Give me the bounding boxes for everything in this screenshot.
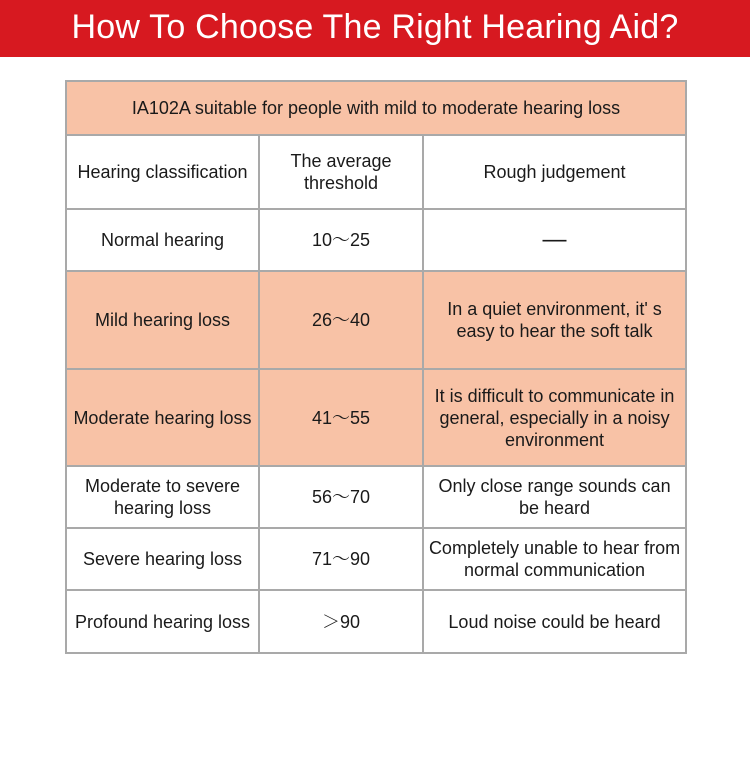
hearing-classification-table bbox=[65, 80, 687, 654]
row-threshold: 10～25 bbox=[259, 209, 423, 271]
row-threshold: 41～55 bbox=[259, 369, 423, 466]
row-judgement: Completely unable to hear from normal communication bbox=[423, 528, 686, 590]
table-header-row bbox=[66, 135, 686, 209]
table-row bbox=[66, 271, 686, 369]
row-judgement: Only close range sounds can be heard bbox=[423, 466, 686, 528]
row-classification: Moderate hearing loss bbox=[66, 369, 259, 466]
table-row bbox=[66, 528, 686, 590]
table-row bbox=[66, 209, 686, 271]
row-classification: Mild hearing loss bbox=[66, 271, 259, 369]
header-classification: Hearing classification bbox=[66, 135, 259, 209]
row-threshold: ＞90 bbox=[259, 590, 423, 653]
table-row bbox=[66, 369, 686, 466]
row-classification: Severe hearing loss bbox=[66, 528, 259, 590]
page-title-banner bbox=[0, 0, 750, 57]
header-threshold: The average threshold bbox=[259, 135, 423, 209]
table-row bbox=[66, 590, 686, 653]
table-caption-row bbox=[66, 81, 686, 135]
row-threshold: 26～40 bbox=[259, 271, 423, 369]
row-threshold: 71～90 bbox=[259, 528, 423, 590]
row-classification: Moderate to severe hearing loss bbox=[66, 466, 259, 528]
row-judgement: Loud noise could be heard bbox=[423, 590, 686, 653]
page-title: How To Choose The Right Hearing Aid? bbox=[71, 8, 679, 46]
row-judgement: It is difficult to communicate in general, especially in a noisy environment bbox=[423, 369, 686, 466]
row-judgement: In a quiet environment, it' s easy to hear the soft talk bbox=[423, 271, 686, 369]
row-threshold: 56～70 bbox=[259, 466, 423, 528]
row-judgement: — bbox=[423, 209, 686, 271]
header-judgement: Rough judgement bbox=[423, 135, 686, 209]
table-row bbox=[66, 466, 686, 528]
row-classification: Normal hearing bbox=[66, 209, 259, 271]
table-caption: IA102A suitable for people with mild to moderate hearing loss bbox=[66, 81, 686, 135]
row-classification: Profound hearing loss bbox=[66, 590, 259, 653]
